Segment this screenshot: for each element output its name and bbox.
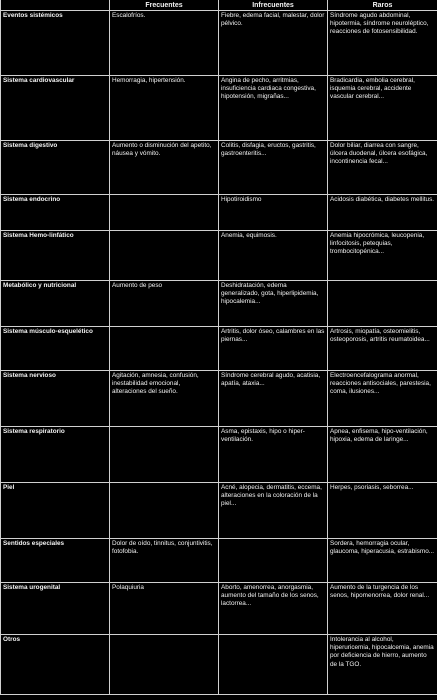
header-system (1, 0, 110, 11)
frecuentes-cell (110, 327, 219, 371)
system-cell: Metabólico y nutricional (1, 281, 110, 327)
system-cell: Eventos sistémicos (1, 11, 110, 76)
table-row (1, 327, 437, 371)
header-infrecuentes: Infrecuentes (219, 0, 328, 11)
table-row (1, 635, 437, 695)
raros-cell: Artrosis, miopatía, osteomielitis, osteoporosis, artritis reumatoidea... (328, 327, 437, 371)
raros-cell (328, 281, 437, 327)
table-row (1, 371, 437, 427)
table-row (1, 195, 437, 231)
raros-cell: Herpes, psoriasis, seborrea... (328, 483, 437, 539)
raros-cell: Bradicardia, embolia cerebral, isquemia cerebral, accidente vascular cerebral... (328, 76, 437, 141)
system-cell: Sistema digestivo (1, 141, 110, 195)
frecuentes-cell: Hemorragia, hipertensión. (110, 76, 219, 141)
table-row (1, 539, 437, 583)
table-row (1, 76, 437, 141)
system-cell: Sistema nervioso (1, 371, 110, 427)
frecuentes-cell (110, 195, 219, 231)
infrecuentes-cell: Aborto, amenorrea, anorgasmia, aumento del tamaño de los senos, lactorrea... (219, 583, 328, 635)
infrecuentes-cell: Anemia, equimosis. (219, 231, 328, 281)
infrecuentes-cell: Colitis, disfagia, eructos, gastritis, gastroenteritis... (219, 141, 328, 195)
infrecuentes-cell: Deshidratación, edema generalizado, gota, hiperlipidemia, hipocalemia... (219, 281, 328, 327)
frecuentes-cell (110, 483, 219, 539)
table-row (1, 11, 437, 76)
frecuentes-cell: Dolor de oído, tinnitus, conjuntivitis, fotofobia. (110, 539, 219, 583)
table-row (1, 141, 437, 195)
frecuentes-cell: Aumento o disminución del apetito, náusea y vómito. (110, 141, 219, 195)
system-cell: Sistema respiratorio (1, 427, 110, 483)
table-row (1, 483, 437, 539)
raros-cell: Sordera, hemorragia ocular, glaucoma, hiperacusia, estrabismo... (328, 539, 437, 583)
raros-cell: Intolerancia al alcohol, hiperuricemia, hipocalcemia, anemia por deficiencia de hierro, aumento de la TGO. (328, 635, 437, 695)
system-cell: Otros (1, 635, 110, 695)
raros-cell: Apnea, enfisema, hipo-ventilación, hipoxia, edema de laringe... (328, 427, 437, 483)
frecuentes-cell (110, 231, 219, 281)
table-row (1, 427, 437, 483)
table-row (1, 281, 437, 327)
frecuentes-cell: Polaquiuria (110, 583, 219, 635)
infrecuentes-cell (219, 539, 328, 583)
system-cell: Sistema endocrino (1, 195, 110, 231)
infrecuentes-cell: Angina de pecho, arritmias, insuficiencia cardiaca congestiva, hipotensión, migrañas... (219, 76, 328, 141)
frecuentes-cell: Escalofríos. (110, 11, 219, 76)
raros-cell: Aumento de la turgencia de los senos, hipomenorrea, dolor renal... (328, 583, 437, 635)
frecuentes-cell: Aumento de peso (110, 281, 219, 327)
table-header-row (1, 0, 437, 11)
raros-cell: Dolor biliar, diarrea con sangre, úlcera duodenal, úlcera esofágica, incontinencia fecal... (328, 141, 437, 195)
system-cell: Sistema cardiovascular (1, 76, 110, 141)
infrecuentes-cell: Hipotiroidismo (219, 195, 328, 231)
system-cell: Piel (1, 483, 110, 539)
system-cell: Sistema músculo-esquelético (1, 327, 110, 371)
frecuentes-cell: Agitación, amnesia, confusión, inestabilidad emocional, alteraciones del sueño. (110, 371, 219, 427)
infrecuentes-cell: Síndrome cerebral agudo, acatisia, apatía, ataxia... (219, 371, 328, 427)
infrecuentes-cell: Fiebre, edema facial, malestar, dolor pélvico. (219, 11, 328, 76)
table-row (1, 231, 437, 281)
frecuentes-cell (110, 427, 219, 483)
raros-cell: Síndrome agudo abdominal, hipotermia, síndrome neuroléptico, reacciones de fotosensibilidad. (328, 11, 437, 76)
header-raros: Raros (328, 0, 437, 11)
header-frecuentes: Frecuentes (110, 0, 219, 11)
infrecuentes-cell: Artritis, dolor óseo, calambres en las piernas... (219, 327, 328, 371)
system-cell: Sentidos especiales (1, 539, 110, 583)
infrecuentes-cell (219, 635, 328, 695)
raros-cell: Anemia hipocrómica, leucopenia, linfocitosis, petequias, trombocitopénica... (328, 231, 437, 281)
table-row (1, 583, 437, 635)
raros-cell: Acidosis diabética, diabetes mellitus. (328, 195, 437, 231)
infrecuentes-cell: Acné, alopecia, dermatitis, eccema, alteraciones en la coloración de la piel... (219, 483, 328, 539)
system-cell: Sistema urogenital (1, 583, 110, 635)
frecuentes-cell (110, 635, 219, 695)
infrecuentes-cell: Asma, epistaxis, hipo o hiper-ventilación. (219, 427, 328, 483)
system-cell: Sistema Hemo-linfático (1, 231, 110, 281)
raros-cell: Electroencefalograma anormal, reacciones antisociales, parestesia, coma, ilusiones... (328, 371, 437, 427)
